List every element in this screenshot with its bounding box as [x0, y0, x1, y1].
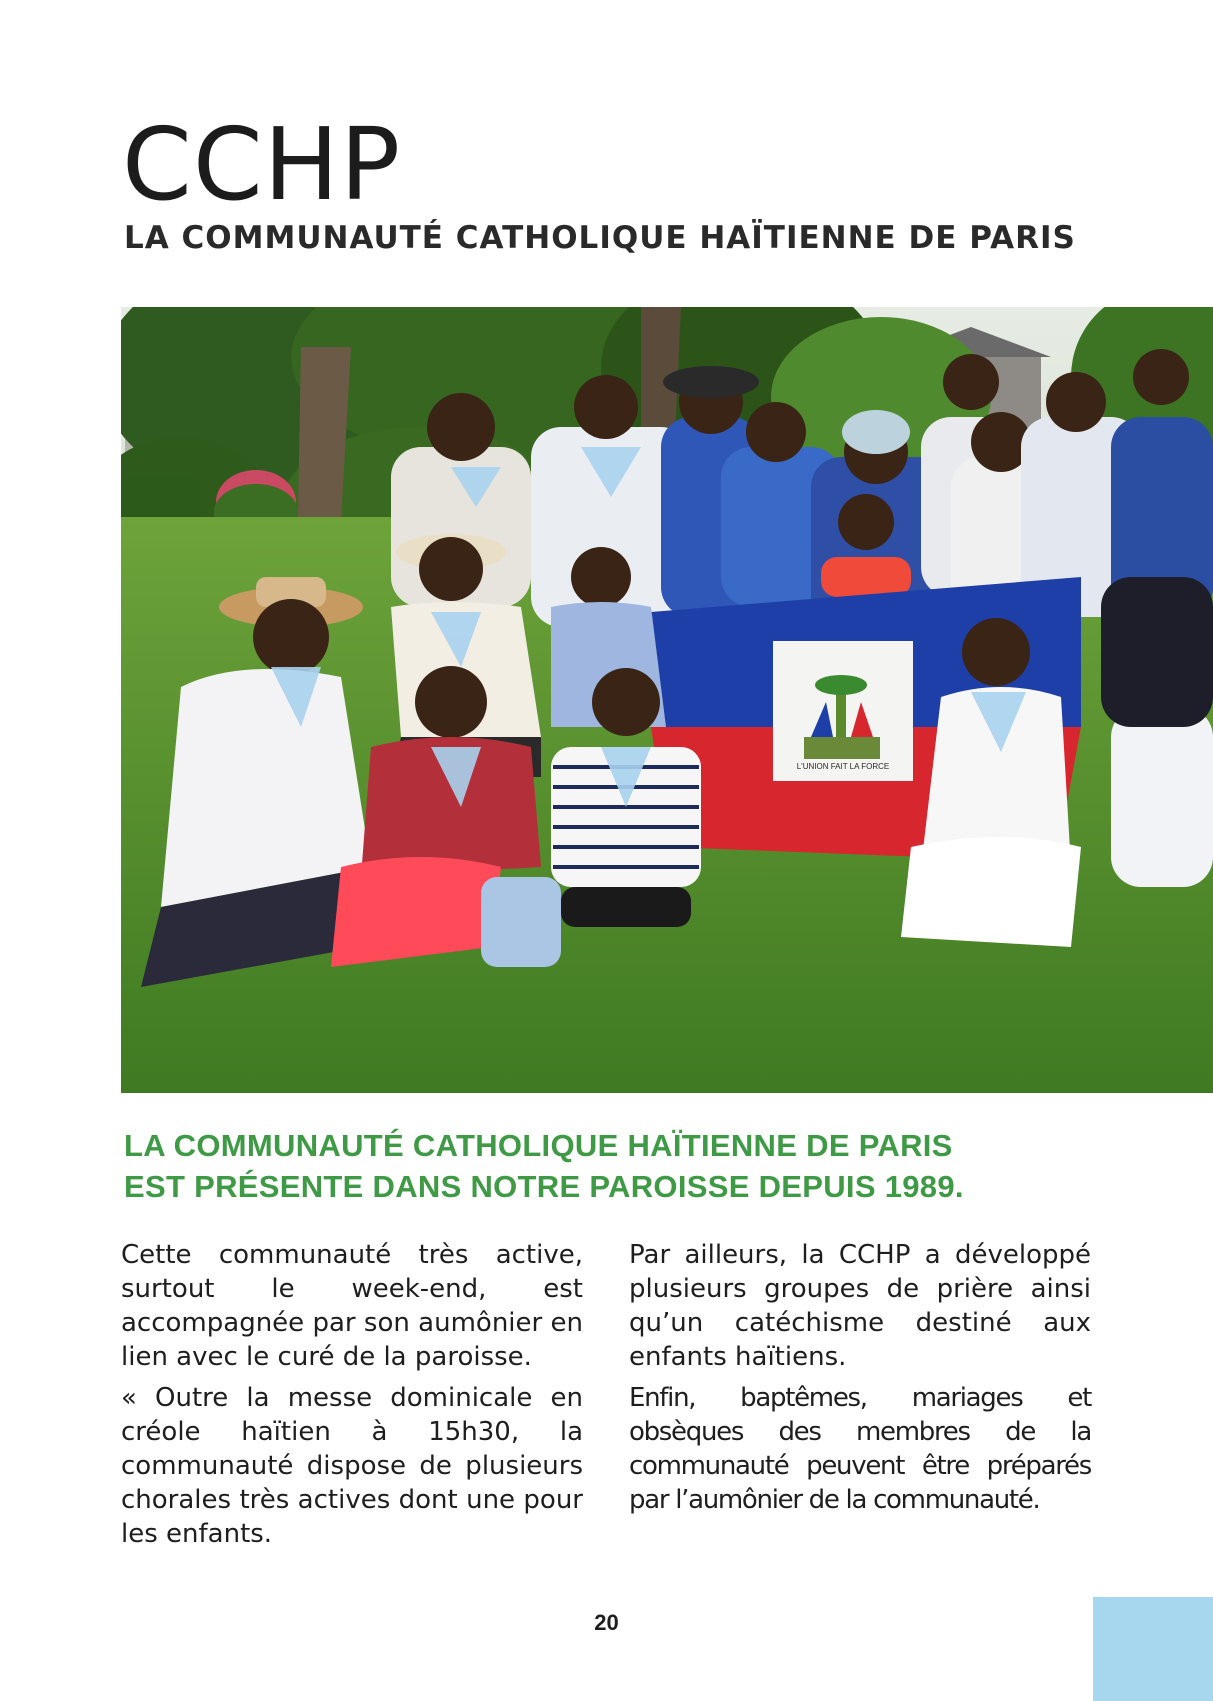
page-title: CCHP	[122, 106, 402, 223]
headline-line-1: LA COMMUNAUTÉ CATHOLIQUE HAÏTIENNE DE PARIS	[124, 1128, 953, 1163]
corner-tab-decoration	[1093, 1597, 1213, 1701]
section-headline	[124, 1125, 1084, 1207]
group-photo-illustration	[121, 307, 1213, 1093]
paragraph: Enfin, baptêmes, mariages et obsèques des membres de la communauté peuvent être préparés par l’aumônier de la communauté.	[629, 1383, 1091, 1515]
flag-motto: L'UNION FAIT LA FORCE	[796, 762, 890, 771]
page-number: 20	[594, 1610, 619, 1635]
paragraph: Cette communauté très active, surtout le week-end, est accompagnée par son aumônier en lien avec le curé de la paroisse.	[121, 1240, 583, 1372]
headline-line-2: EST PRÉSENTE DANS NOTRE PAROISSE DEPUIS 1989.	[124, 1169, 964, 1204]
paragraph: « Outre la messe dominicale en créole haïtien à 15h30, la communauté dispose de plusieurs chorales très actives dont une pour les enfants.	[121, 1383, 583, 1549]
body-column-right	[629, 1238, 1091, 1524]
group-photo	[121, 307, 1213, 1093]
body-column-left	[121, 1238, 583, 1558]
page-subtitle: LA COMMUNAUTÉ CATHOLIQUE HAÏTIENNE DE PARIS	[124, 220, 1076, 256]
paragraph: Par ailleurs, la CCHP a développé plusieurs groupes de prière ainsi qu’un catéchisme destiné aux enfants haïtiens.	[629, 1240, 1091, 1372]
